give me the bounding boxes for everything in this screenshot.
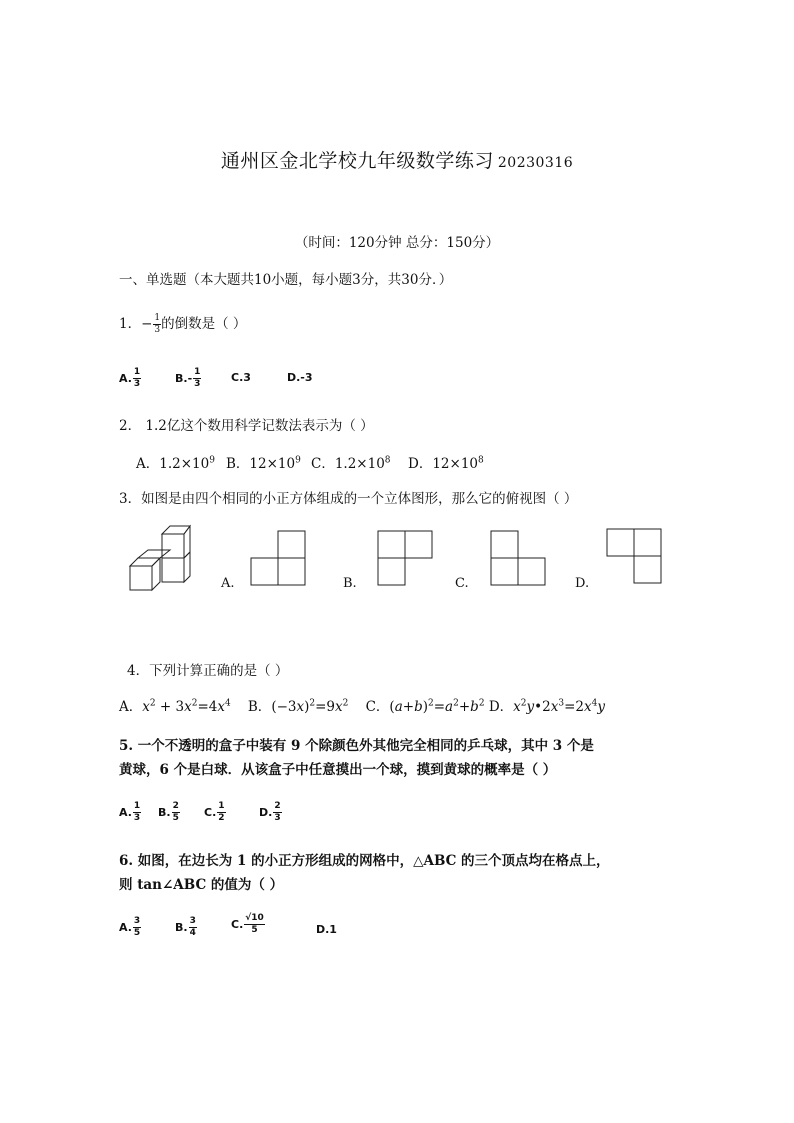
question-2: 2． 1.2亿这个数用科学记数法表示为（ ） — [119, 418, 374, 434]
question-3: 3．如图是由四个相同的小正方体组成的一个立体图形，那么它的俯视图（ ） — [119, 491, 578, 507]
q3-option-c-figure[interactable] — [490, 530, 550, 588]
q3-option-b-figure[interactable] — [377, 530, 437, 588]
q2-option-b-label: B．12×10 — [226, 456, 296, 472]
q5-option-d-label: D. — [259, 806, 273, 819]
q1-number: 1． — [119, 316, 142, 332]
q4-option-b-label: B． — [247, 699, 272, 715]
q6-option-b-num: 3 — [189, 916, 196, 926]
q2-option-c[interactable] — [311, 452, 391, 472]
q1-frac-den: 3 — [154, 325, 161, 335]
grid-cell — [251, 558, 278, 585]
grid-cell — [634, 529, 661, 556]
q3-cube-figure — [126, 522, 196, 594]
q1-option-c[interactable]: C.3 — [231, 371, 251, 384]
cube-front-1 — [130, 566, 152, 590]
q2-option-b[interactable] — [226, 452, 301, 472]
q1-option-d[interactable]: D.-3 — [287, 371, 313, 384]
section-heading: 一、单选题（本大题共10小题，每小题3分，共30分．） — [119, 272, 453, 288]
grid-cell — [278, 531, 305, 558]
q6-option-c[interactable] — [231, 914, 265, 935]
q3-option-d-label[interactable]: D. — [575, 576, 590, 591]
q3-option-b-label[interactable]: B. — [343, 576, 357, 591]
q6-option-c-label: C. — [231, 918, 244, 931]
q3-option-a-figure[interactable] — [250, 530, 310, 588]
q1-option-b-label: B.- — [175, 372, 193, 385]
q5-option-a-label: A. — [119, 806, 132, 819]
q5-option-d-den: 3 — [274, 813, 281, 823]
cube-top-4 — [162, 526, 190, 534]
exam-info: （时间：120分钟 总分：150分） — [294, 235, 500, 251]
q1-frac-num: 1 — [154, 313, 161, 323]
q1-fraction — [153, 314, 161, 335]
q2-option-a-label: A．1.2×10 — [136, 456, 210, 472]
q5-option-d-num: 2 — [274, 801, 281, 811]
q6-option-b[interactable] — [175, 917, 197, 938]
q1-option-a-den: 3 — [133, 379, 141, 389]
q2-option-d[interactable] — [408, 452, 484, 472]
q4-options — [119, 695, 605, 715]
q5-option-b-num: 2 — [172, 801, 179, 811]
q6-option-d[interactable]: D.1 — [316, 923, 337, 936]
q3-option-a-label[interactable]: A. — [221, 576, 235, 591]
grid-cell — [518, 558, 545, 585]
q2-option-a-exp: 9 — [209, 455, 215, 466]
q1-option-a-fraction — [133, 368, 141, 389]
q4-option-d-label: D． — [488, 699, 514, 715]
q5-option-c-den: 2 — [218, 813, 225, 823]
q1-option-b-num: 1 — [194, 367, 201, 377]
cube-front-3 — [162, 558, 184, 582]
q5-option-c-label: C. — [204, 806, 217, 819]
q1-option-b-fraction — [193, 368, 201, 389]
q1-option-b-den: 3 — [194, 379, 201, 389]
q5-option-b[interactable] — [158, 802, 180, 823]
q6-option-a-num: 3 — [133, 916, 141, 926]
q1-text: 的倒数是（ ） — [161, 316, 247, 332]
q5-option-c-num: 1 — [218, 801, 225, 811]
q5-option-d[interactable] — [259, 802, 282, 823]
grid-cell — [378, 531, 405, 558]
q1-option-a[interactable] — [119, 368, 141, 389]
cube-side-4 — [184, 526, 190, 558]
q1-option-a-label: A. — [119, 372, 132, 385]
q6-option-c-num: √10 — [245, 913, 264, 923]
q1-option-a-num: 1 — [133, 367, 141, 377]
q6-option-a-den: 5 — [133, 928, 141, 938]
q2-option-c-exp: 8 — [384, 455, 391, 466]
q4-option-b[interactable]: B．$(-3x)^2=9x^2$ — [247, 698, 349, 715]
q6-option-c-den: 5 — [251, 925, 258, 935]
q2-option-c-label: C．1.2×10 — [311, 456, 385, 472]
q3-option-d-figure[interactable] — [606, 528, 666, 586]
q4-option-a-label: A． — [119, 699, 143, 715]
question-5-line-1: 5. 一个不透明的盒子中装有 9 个除颜色外其他完全相同的乒乓球，其中 3 个是 — [119, 738, 594, 754]
grid-cell — [278, 558, 305, 585]
grid-cell — [378, 558, 405, 585]
q5-option-a[interactable] — [119, 802, 141, 823]
grid-cell — [491, 558, 518, 585]
grid-cell — [607, 529, 634, 556]
question-6-line-2: 则 tan∠ABC 的值为（ ） — [119, 877, 284, 893]
question-4: 4．下列计算正确的是（ ） — [127, 663, 289, 679]
grid-cell — [405, 531, 432, 558]
q4-option-c-label: C． — [365, 699, 390, 715]
title-date: 20230316 — [497, 155, 574, 171]
q5-option-c[interactable] — [204, 802, 226, 823]
cube-top-2 — [138, 550, 170, 558]
q3-option-c-label[interactable]: C. — [455, 576, 469, 591]
q2-option-d-label: D．12×10 — [408, 456, 478, 472]
cube-side-1 — [152, 558, 160, 590]
q6-option-a-label: A. — [119, 921, 132, 934]
q5-option-b-label: B. — [158, 806, 171, 819]
q6-option-b-label: B. — [175, 921, 188, 934]
q4-option-c[interactable]: C．$(a+b)^2=a^2+b^2$ — [365, 698, 485, 715]
q4-option-d[interactable]: D．$x^2y•2x^3=2x^4y$ — [488, 698, 605, 715]
page-title — [0, 146, 794, 173]
q2-option-a[interactable] — [136, 452, 215, 472]
q2-option-b-exp: 9 — [295, 455, 301, 466]
q1-sign: − — [141, 316, 153, 332]
q5-option-a-den: 3 — [133, 813, 141, 823]
question-6-line-1: 6. 如图，在边长为 1 的小正方形组成的网格中，△ABC 的三个顶点均在格点上， — [119, 853, 610, 869]
q6-option-b-den: 4 — [189, 928, 196, 938]
q1-option-b[interactable] — [175, 368, 201, 389]
title-text: 通州区金北学校九年级数学练习 — [220, 150, 494, 172]
q6-option-a[interactable] — [119, 917, 141, 938]
grid-cell — [491, 531, 518, 558]
q4-option-a[interactable]: A．$x^2 + 3x^2=4x^4$ — [119, 698, 231, 715]
grid-cell — [634, 556, 661, 583]
q5-option-b-den: 5 — [172, 813, 179, 823]
q2-option-d-exp: 8 — [478, 455, 484, 466]
q5-option-a-num: 1 — [133, 801, 141, 811]
question-5-line-2: 黄球，6 个是白球．从该盒子中任意摸出一个球，摸到黄球的概率是（ ） — [119, 762, 557, 778]
question-1 — [119, 312, 246, 335]
